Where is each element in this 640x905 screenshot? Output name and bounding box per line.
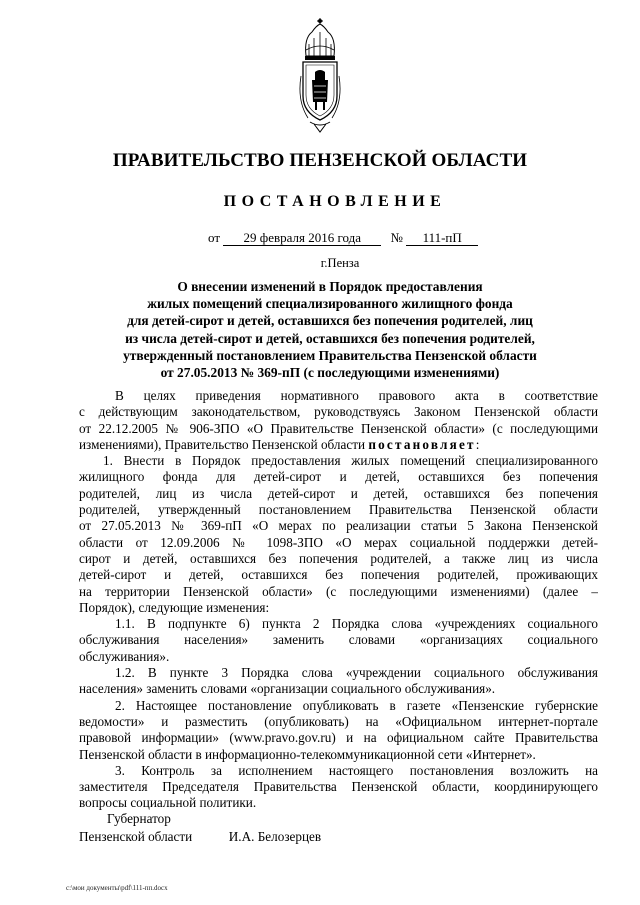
resolves-word: постановляет: [368, 436, 476, 452]
body-line: Пензенской области в информационно-телекоммуникационной сети «Интернет».: [79, 746, 536, 762]
heading-line: жилых помещений специализированного жилищного фонда: [147, 296, 513, 312]
body-text: :: [475, 436, 480, 452]
decree-date: 29 февраля 2016 года: [223, 231, 381, 246]
body-line: населения» заменить словами «организации социального обслуживания».: [79, 681, 496, 697]
body-line: на территории Пензенской области» (с последующими изменениями) (далее –: [79, 583, 598, 599]
body-line: области от 12.09.2006 № 1098-ЗПО «О мерах социальной поддержки детей-: [79, 534, 598, 550]
signature-block: [79, 810, 321, 846]
body-line: от 27.05.2013 № 369-пП «О мерах по реализации статьи 5 Закона Пензенской: [79, 518, 598, 534]
date-number-line: [208, 230, 478, 246]
signatory-name: И.А. Белозерцев: [228, 829, 322, 844]
body-line: от 22.12.2005 № 906-ЗПО «О Правительстве Пензенской области» (с последующими: [79, 420, 598, 436]
heading-line: из числа детей-сирот и детей, оставшихся без попечения родителей,: [125, 330, 535, 346]
city: г.Пенза: [320, 256, 360, 270]
file-path: c:\мои документы\pdf\111-пп.docx: [66, 884, 168, 892]
signatory-title-line2: [79, 828, 321, 846]
government-title: ПРАВИТЕЛЬСТВО ПЕНЗЕНСКОЙ ОБЛАСТИ: [112, 150, 528, 171]
body-line: В целях приведения нормативного правового акта в соответствие: [115, 388, 598, 403]
decree-heading: [80, 278, 580, 381]
body-line: обслуживания населения» заменить словами «организациях социального: [79, 632, 598, 648]
body-line: с действующим законодательством, руководствуясь Законом Пензенской области: [79, 404, 598, 420]
body-line: сирот и детей, оставшихся без попечения родителей, а также лиц из числа: [79, 550, 598, 566]
body-line: 1.1. В подпункте 6) пункта 2 Порядка слова «учреждениях социального: [115, 616, 598, 632]
signatory-title-line1: Губернатор: [107, 811, 171, 826]
decree-body: [79, 388, 598, 812]
body-line: обслуживания».: [79, 648, 170, 664]
body-line: 3. Контроль за исполнением настоящего постановления возложить на: [115, 762, 598, 778]
body-line: 1.2. В пункте 3 Порядка слова «учреждении социального обслуживания: [115, 665, 598, 681]
number-sign: №: [390, 230, 403, 245]
body-text: изменениями), Правительство Пензенской области: [79, 436, 366, 452]
decree-title: ПОСТАНОВЛЕНИЕ: [223, 193, 447, 210]
date-prefix: от: [208, 230, 221, 245]
body-line: [79, 437, 598, 453]
body-line: вопросы социальной политики.: [79, 795, 257, 811]
body-line: Порядок), следующие изменения:: [79, 599, 270, 615]
body-line: жилищного фонда для детей-сирот и детей, оставшихся без попечения: [79, 469, 598, 485]
body-line: 2. Настоящее постановление опубликовать в газете «Пензенские губернские: [115, 697, 598, 713]
heading-line: утвержденный постановлением Правительства Пензенской области: [123, 347, 537, 363]
coat-of-arms-icon: [298, 16, 342, 136]
body-line: 1. Внести в Порядок предоставления жилых помещений специализированного: [103, 453, 598, 469]
signatory-region: Пензенской области: [79, 829, 193, 844]
decree-number: 111-пП: [406, 231, 478, 246]
heading-line: от 27.05.2013 № 369-пП (с последующими изменениями): [160, 365, 500, 381]
body-line: родителей, утвержденный постановлением Правительства Пензенской области: [79, 502, 598, 518]
body-line: правовой информации» (www.pravo.gov.ru) и на официальном сайте Правительства: [79, 730, 598, 746]
heading-line: для детей-сирот и детей, оставшихся без попечения родителей, лиц: [127, 313, 533, 329]
body-line: ведомости» и разместить (опубликовать) на «Официальном интернет-портале: [79, 713, 598, 729]
body-line: детей-сирот и детей, оставшихся без попечения родителей, проживающих: [79, 567, 598, 583]
heading-line: О внесении изменений в Порядок предоставления: [177, 279, 483, 294]
body-line: родителей, лиц из числа детей-сирот и детей, оставшихся без попечения: [79, 485, 598, 501]
body-line: заместителя Председателя Правительства Пензенской области, координирующего: [79, 779, 598, 795]
